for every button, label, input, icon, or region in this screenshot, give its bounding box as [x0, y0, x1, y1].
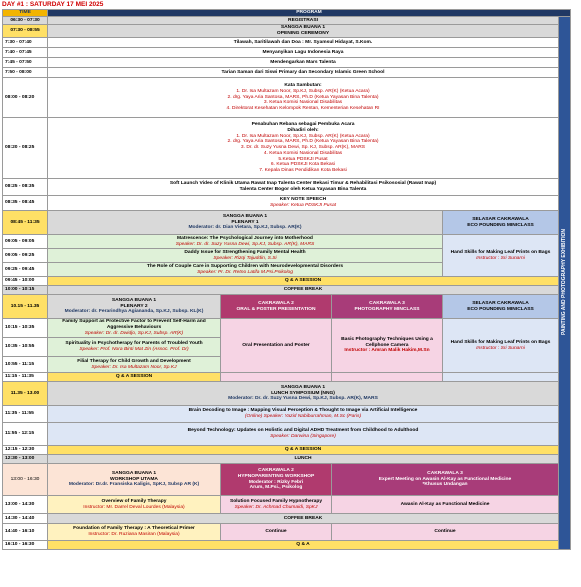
session-item: Awasin Al-Kay as Functional Medicine — [332, 496, 559, 514]
time-cell: 10:15 - 10:35 — [3, 319, 48, 338]
session-item: Matrescence: The Psychological Journey into Motherhood Speaker: Dr. dr. Suzy Yusna Dewi, Sp.KJ, Subsp. AR(K), MARS — [48, 235, 443, 249]
time-cell: 11.35 - 13.00 — [3, 382, 48, 406]
session-item: Continue — [332, 524, 559, 541]
time-cell: 7:50 - 08:00 — [3, 68, 48, 78]
session-item: Brain Decoding to Image : Mapping Visual Perception & Thought to Image via Artificial Intelligence (Online) Speaker: Yazid Nabiburrahman, M.Sc (Paris) — [48, 406, 559, 423]
time-cell: 08:20 - 08:25 — [3, 118, 48, 179]
session-item: Spirituality in Psychotherapy for Parents of Troubled Youth Speaker: Prof. Nora Binti Mat Zin (Assoc. Prof. Dr) — [48, 338, 221, 357]
time-cell: 06:30 - 07:30 — [3, 17, 48, 25]
time-cell: 11:15 - 11:35 — [3, 373, 48, 382]
session-item: Solution Focused Family Hypnotherapy Speaker: Dr. Achmad Chumaidi, SpKJ — [221, 496, 332, 514]
qa-session: Q & A — [48, 541, 559, 550]
program-header: PROGRAM — [48, 10, 571, 17]
time-cell: 14:30 - 14:40 — [3, 514, 48, 524]
cakrawala-3-header: CAKRAWALA 3 PHOTOGRAPHY MINCLASS — [332, 295, 443, 319]
time-cell: 08:45 - 11:35 — [3, 211, 48, 235]
session-item: Family Support as Protective Factor to Prevent Self-Harm and Aggressive Behaviours Speaker: Dr. dr. Dwidjo, Sp.KJ, Subsp. AR(K) — [48, 319, 221, 338]
time-cell: 14:40 - 16:10 — [3, 524, 48, 541]
time-cell: 7:40 - 07:45 — [3, 48, 48, 58]
time-cell: 13:00 - 14:30 — [3, 496, 48, 514]
time-cell: 10:35 - 10:55 — [3, 338, 48, 357]
session-item: Beyond Technology: Updates on Holistic and Digital ADHD Treatment from Childhood to Adulthood Speaker: Darwina (Singapore) — [48, 423, 559, 446]
agenda-item: Menyanyikan Lagu Indonesia Raya — [48, 48, 559, 58]
session-item: The Role of Couple Care in Supporting Children with Neurodevelopmental Disorders Speaker: Pr. Dr. Retno Latifa M.Psi.Psikolog — [48, 263, 443, 277]
qa-session: Q & A SESSION — [48, 446, 559, 455]
session-item: Overview of Family Therapy Instructor: Mr. Darrel Deval Lourdes (Malaysia) — [48, 496, 221, 514]
time-cell: 09:05 - 09:05 — [3, 235, 48, 249]
keynote-speech: KEY NOTE SPEECH Speaker: Ketua PDSKJI Pusat — [48, 196, 559, 211]
expert-meeting-header: CAKRAWALA 3 Expert Meeting on Awasin Al-Kay as Functional Medicine *Khusus Undangan — [332, 464, 559, 496]
qa-session: Q & A SESSION — [48, 277, 559, 286]
opening-remarks: Kata Sambutan: 1. Dr. Isa Multazam Noor, Sp.KJ, Subsp. AR(K) (Ketua Acara) 2. drg. Yaya Aria Santosa, MARS, Ph.D (Ketua Yayasan Bina Talenta) 3. Ketua Komisi Nasional Disabilitas 4. Direktorat Kesehatan Kelompok Rentan, Kementerian Kesehatan RI — [48, 78, 559, 118]
agenda-item: Tilawah, Saritilawah dan Doa : Mr. Syamsul Hidayat, S.Kom. — [48, 38, 559, 48]
time-cell: 08:00 - 08:20 — [3, 78, 48, 118]
qa-session: Q & A SESSION — [48, 373, 221, 382]
exhibition-side-label: PAINTING AND PHOTOGRAPHY EXHIBITION — [559, 17, 571, 550]
plenary-2-header: SANGGA BUANA 1 PLENARY 2 Moderator: dr. Ferarindhya Agiananda, Sp.KJ, Subsp. KL(K) — [48, 295, 221, 319]
coffee-break: COFFEE BREAK — [48, 514, 559, 524]
time-cell: 12:30 - 13:00 — [3, 455, 48, 464]
photography-session: Basic Photography Techniques Using a Cellphone Camera Instructor : Amran Malik Hakim,M.Sn — [332, 319, 443, 373]
plenary-1-header: SANGGA BUANA 1 PLENARY 1 Moderator: dr. Dian Vietara, Sp.KJ, Subsp. AR(K) — [48, 211, 443, 235]
eco-pounding-session: Hand Skills for Making Leaf Prints on Bags Instructor : Sri Sunarni — [443, 235, 559, 277]
cakrawala-2-header: CAKRAWALA 2 ORAL & POSTER PRESENTATION — [221, 295, 332, 319]
time-cell: 11:35 - 11:55 — [3, 406, 48, 423]
session-item: Daddy Issue for Strengthening Family Mental Health Speaker: Rizqi Tajuddin, S.Si — [48, 249, 443, 263]
workshop-utama-header: SANGGA BUANA 1 WORKSHOP UTAMA Moderator: Dr.dr. Fransiska Kaligis, SpKJ, Subsp AR (K) — [48, 464, 221, 496]
session-item: Foundation of Family Therapy : A Theoretical Primer Instructor: Dr. Ruziana Masiran (Malaysia) — [48, 524, 221, 541]
time-cell: 11:55 - 12:15 — [3, 423, 48, 446]
eco-pounding-header: SELASAR CAKRAWALA ECO POUNDING MINICLASS — [443, 295, 559, 319]
time-cell: 07:30 - 08:55 — [3, 25, 48, 38]
time-cell: 7:45 - 07:50 — [3, 58, 48, 68]
schedule-table — [2, 9, 571, 550]
time-cell: 10:55 - 11:15 — [3, 357, 48, 373]
agenda-item: Mendengarkan Mars Talenta — [48, 58, 559, 68]
session-item: Filial Therapy for Child Growth and Development Speaker: Dr. Isa Multazam Noor, Sp.KJ — [48, 357, 221, 373]
time-cell: 12:15 - 12:30 — [3, 446, 48, 455]
coffee-break: COFFEE BREAK — [48, 286, 559, 295]
time-cell: 16:10 - 16:30 — [3, 541, 48, 550]
opening-ceremony-header: SANGGA BUANA 1 OPENING CEREMONY — [48, 25, 559, 38]
day-title: DAY #1 : SATURDAY 17 MEI 2025 — [2, 1, 104, 8]
hypnoparenting-header: CAKRAWALA 2 HYPNOPARENTING WORKSHOP Moderator : Rizky Febri Arum, M.Psi., Psikolog — [221, 464, 332, 496]
lunch-row: LUNCH — [48, 455, 559, 464]
time-cell: 10.15 - 11.35 — [3, 295, 48, 319]
eco-pounding-session: Hand Skills for Making Leaf Prints on Bags Instructor : Sri Sunarni — [443, 319, 559, 373]
time-cell: 09:05 - 09:25 — [3, 249, 48, 263]
time-cell: 08:25 - 08:35 — [3, 179, 48, 196]
lunch-symposium-header: SANGGA BUANA 1 LUNCH SYMPOSIUM (NNG) Moderator: Dr. dr. Suzy Yusna Dewi, Sp.KJ, Subsp. AR(K), MARS — [48, 382, 559, 406]
eco-pounding-header: SELASAR CAKRAWALA ECO POUNDING MINICLASS — [443, 211, 559, 235]
time-cell: 09:45 - 10:00 — [3, 277, 48, 286]
time-header: TIME — [3, 10, 48, 17]
time-cell: 10:00 - 10:15 — [3, 286, 48, 295]
registration-row: REGISTRASI — [48, 17, 559, 25]
soft-launch-video: Soft Launch Video of Klinik Utama Rawat Inap Talenta Center Bekasi Timur & Rehabilitasi Psikososial (Rawat Inap) Talenta Center Bogor oleh Ketua Yayasan Bina Talenta — [48, 179, 559, 196]
time-cell: 13:00 - 16:30 — [3, 464, 48, 496]
time-cell: 09:25 - 09:45 — [3, 263, 48, 277]
rebana-opening: Penabuhan Rebana sebagai Pembuka Acara Dihadiri oleh: 1. Dr. Isa Multazam Noor, Sp.KJ, Subsp. AR(K) (Ketua Acara) 2. drg. Yaya Aria Santosa, MARS, Ph.D (Ketua Yayasan Bina Talenta) 3. Dr. dr. Suzy Yusna Dewi, Sp. KJ, Subsp. AR(K), MARS 4. Ketua Komisi Nasional Disabilitas 5.Ketua PDSKJI Pusat 6. Ketua PDSKJI Kota Bekasi 7. Kepala Dinas Pendidikan Kota Bekasi — [48, 118, 559, 179]
oral-poster-session: Oral Presentation and Poster — [221, 319, 332, 373]
time-cell: 7:30 - 07:40 — [3, 38, 48, 48]
time-cell: 08:35 - 08:45 — [3, 196, 48, 211]
session-item: Continue — [221, 524, 332, 541]
agenda-item: Tarian Saman dari Siswi Primary dan Secondary Islamic Green School — [48, 68, 559, 78]
